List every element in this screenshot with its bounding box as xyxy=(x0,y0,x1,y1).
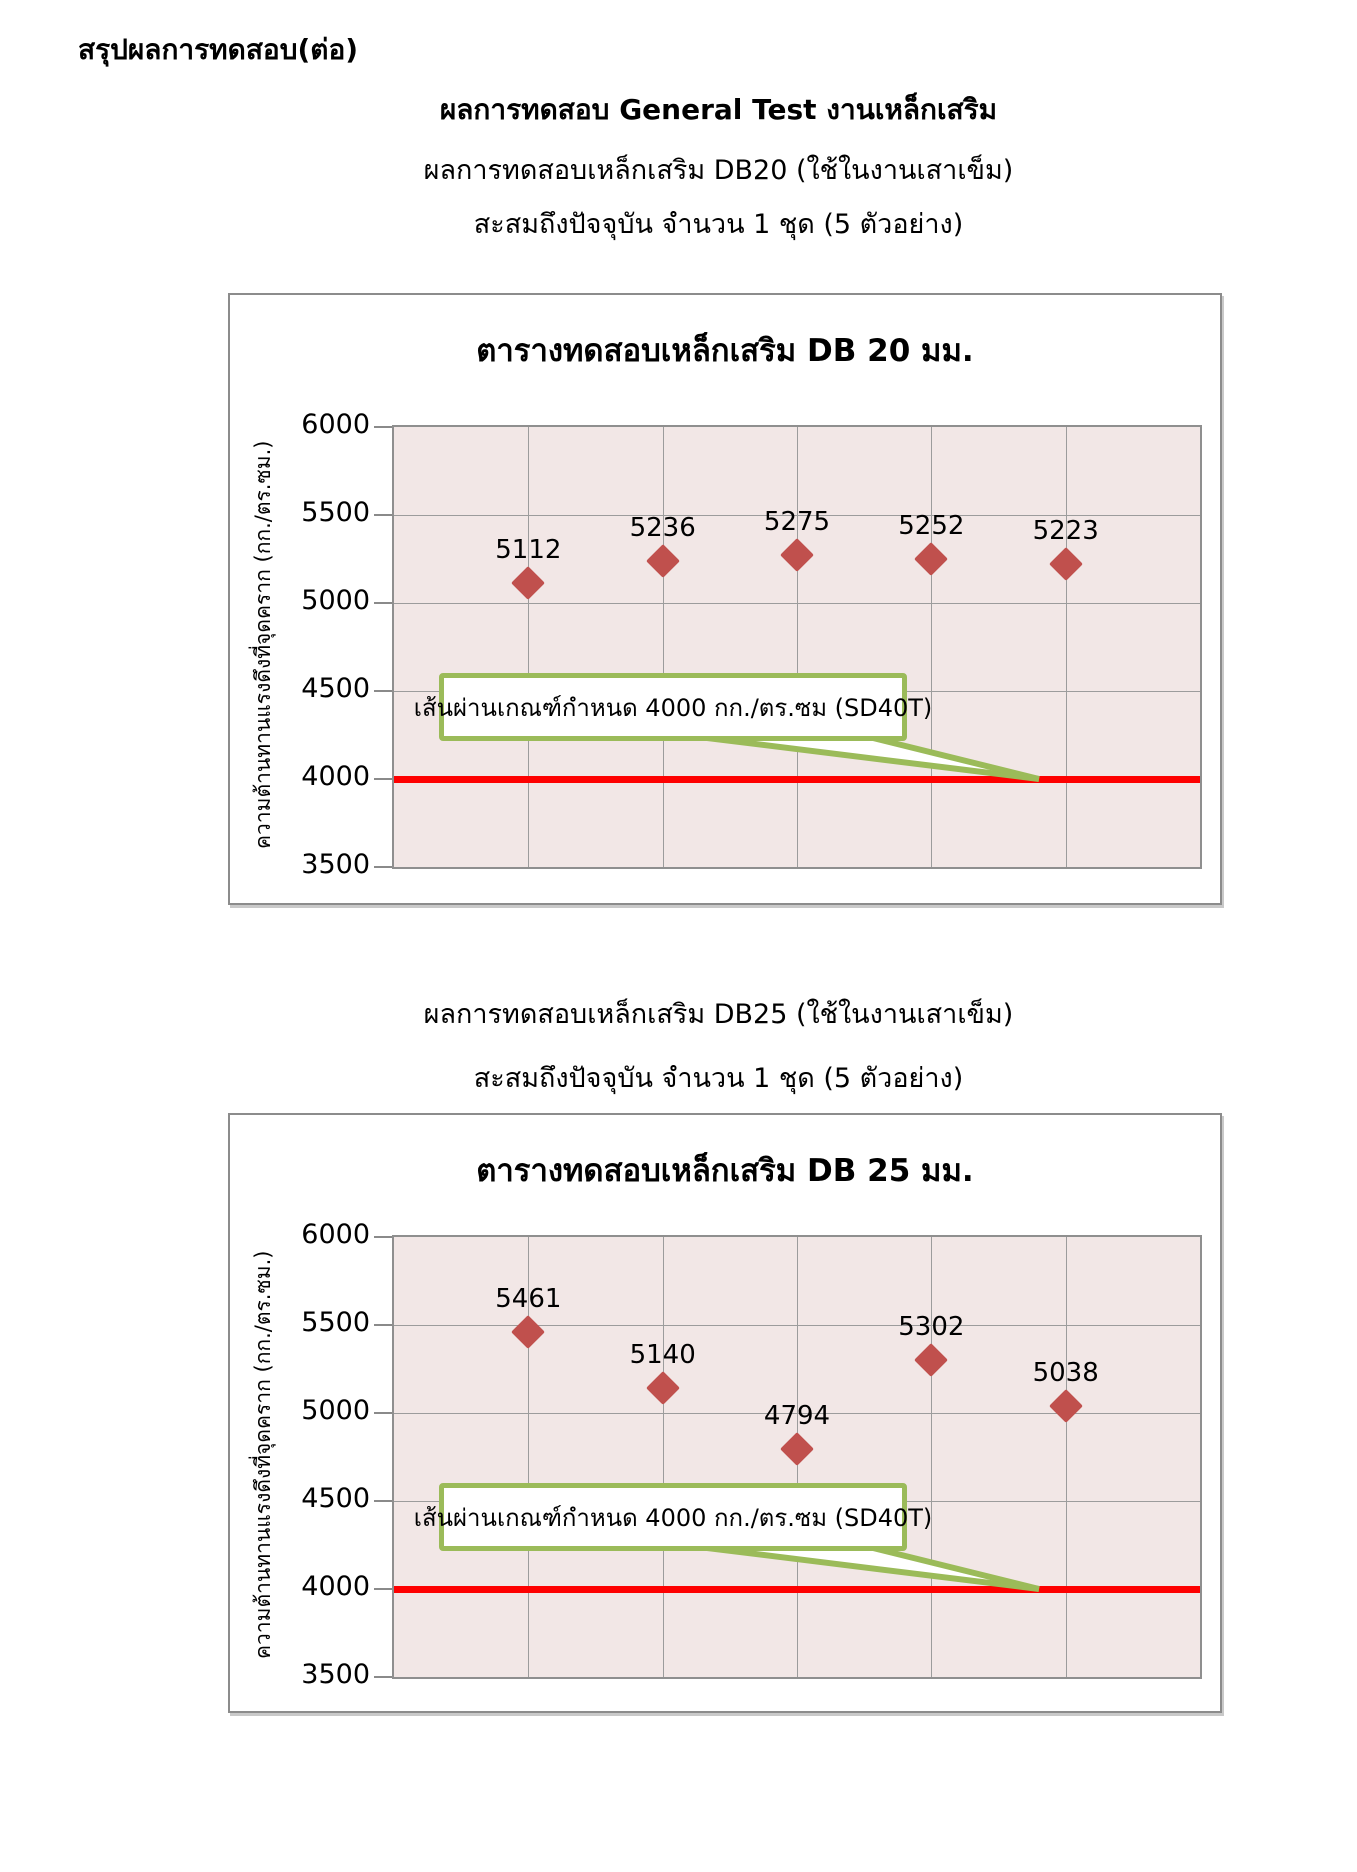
chart-db25-y-ticks xyxy=(280,1219,380,1690)
data-point-marker xyxy=(780,1432,814,1466)
section1-sample-count: สะสมถึงปัจจุบัน จำนวน 1 ชุด (5 ตัวอย่าง) xyxy=(473,209,964,240)
chart-db25-y-axis-label: ความต้านทานแรงดึงที่จุดคราก (กก./ตร.ซม.) xyxy=(251,1250,275,1660)
y-axis-tick-label: 5000 xyxy=(301,585,370,616)
data-point-label: 5252 xyxy=(898,510,965,541)
y-axis-tick-mark xyxy=(374,602,392,604)
data-point-label: 5461 xyxy=(495,1283,562,1314)
y-axis-tick-label: 5500 xyxy=(301,1307,370,1338)
y-axis-tick-label: 5000 xyxy=(301,1395,370,1426)
y-axis-tick-label: 4500 xyxy=(301,1483,370,1514)
y-axis-tick-mark xyxy=(374,866,392,868)
v-gridline xyxy=(663,427,664,867)
v-gridline xyxy=(931,1237,932,1677)
data-point-marker xyxy=(511,1315,545,1349)
chart-db20-y-ticks xyxy=(280,409,380,880)
chart-db25-title: ตารางทดสอบเหล็กเสริม DB 25 มม. xyxy=(476,1153,974,1189)
y-axis-tick-mark xyxy=(374,778,392,780)
data-point-marker xyxy=(511,566,545,600)
page-title: ผลการทดสอบ General Test งานเหล็กเสริม xyxy=(439,93,998,126)
data-point-label: 5223 xyxy=(1032,515,1099,546)
data-point-label: 5140 xyxy=(629,1340,696,1371)
v-gridline xyxy=(1066,427,1067,867)
y-axis-tick-mark xyxy=(374,690,392,692)
y-axis-tick-mark xyxy=(374,1324,392,1326)
chart-db25-frame xyxy=(228,1113,1222,1713)
y-axis-tick-mark xyxy=(374,426,392,428)
y-axis-tick-label: 4000 xyxy=(301,761,370,792)
y-axis-tick-mark xyxy=(374,514,392,516)
chart-db20-frame xyxy=(228,293,1222,905)
v-gridline xyxy=(797,427,798,867)
data-point-label: 5112 xyxy=(495,535,562,566)
data-point-label: 5236 xyxy=(629,513,696,544)
y-axis-tick-label: 6000 xyxy=(301,1219,370,1250)
data-point-marker xyxy=(780,538,814,572)
chart-db25-plot-area xyxy=(392,1235,1202,1679)
y-axis-tick-mark xyxy=(374,1676,392,1678)
data-point-marker xyxy=(914,542,948,576)
y-axis-tick-mark xyxy=(374,1500,392,1502)
data-point-marker xyxy=(1049,547,1083,581)
data-point-label: 5275 xyxy=(763,506,831,537)
section2-subtitle: ผลการทดสอบเหล็กเสริม DB25 (ใช้ในงานเสาเข็ม) xyxy=(423,999,1014,1030)
y-axis-tick-label: 4000 xyxy=(301,1571,370,1602)
data-point-marker xyxy=(1049,1389,1083,1423)
section1-subtitle: ผลการทดสอบเหล็กเสริม DB20 (ใช้ในงานเสาเข็ม) xyxy=(423,155,1014,186)
reference-callout-text: เส้นผ่านเกณฑ์กำหนด 4000 กก./ตร.ซม (SD40T) xyxy=(413,693,933,722)
callout-pointer xyxy=(639,737,1059,792)
callout-pointer xyxy=(639,1547,1059,1602)
data-point-marker xyxy=(646,544,680,578)
y-axis-tick-label: 3500 xyxy=(301,1659,370,1690)
y-axis-tick-mark xyxy=(374,1412,392,1414)
data-point-label: 5038 xyxy=(1032,1358,1099,1389)
reference-callout xyxy=(413,1483,933,1551)
y-axis-tick-label: 6000 xyxy=(301,409,370,440)
y-axis-tick-mark xyxy=(374,1236,392,1238)
v-gridline xyxy=(1066,1237,1067,1677)
document-header: สรุปผลการทดสอบ(ต่อ) xyxy=(78,33,359,66)
data-point-label: 5302 xyxy=(898,1311,965,1342)
reference-callout xyxy=(413,673,933,741)
y-axis-tick-mark xyxy=(374,1588,392,1590)
reference-callout-text: เส้นผ่านเกณฑ์กำหนด 4000 กก./ตร.ซม (SD40T) xyxy=(413,1503,933,1532)
chart-db20-title: ตารางทดสอบเหล็กเสริม DB 20 มม. xyxy=(476,333,974,369)
y-axis-tick-label: 4500 xyxy=(301,673,370,704)
v-gridline xyxy=(528,427,529,867)
data-point-label: 4794 xyxy=(763,1401,831,1432)
v-gridline xyxy=(663,1237,664,1677)
section2-sample-count: สะสมถึงปัจจุบัน จำนวน 1 ชุด (5 ตัวอย่าง) xyxy=(473,1063,964,1094)
chart-db20-y-axis-label: ความต้านทานแรงดึงที่จุดคราก (กก./ตร.ซม.) xyxy=(251,440,275,850)
data-point-marker xyxy=(646,1371,680,1405)
data-point-marker xyxy=(914,1343,948,1377)
y-axis-tick-label: 5500 xyxy=(301,497,370,528)
v-gridline xyxy=(931,427,932,867)
y-axis-tick-label: 3500 xyxy=(301,849,370,880)
chart-db20-plot-area xyxy=(392,425,1202,869)
